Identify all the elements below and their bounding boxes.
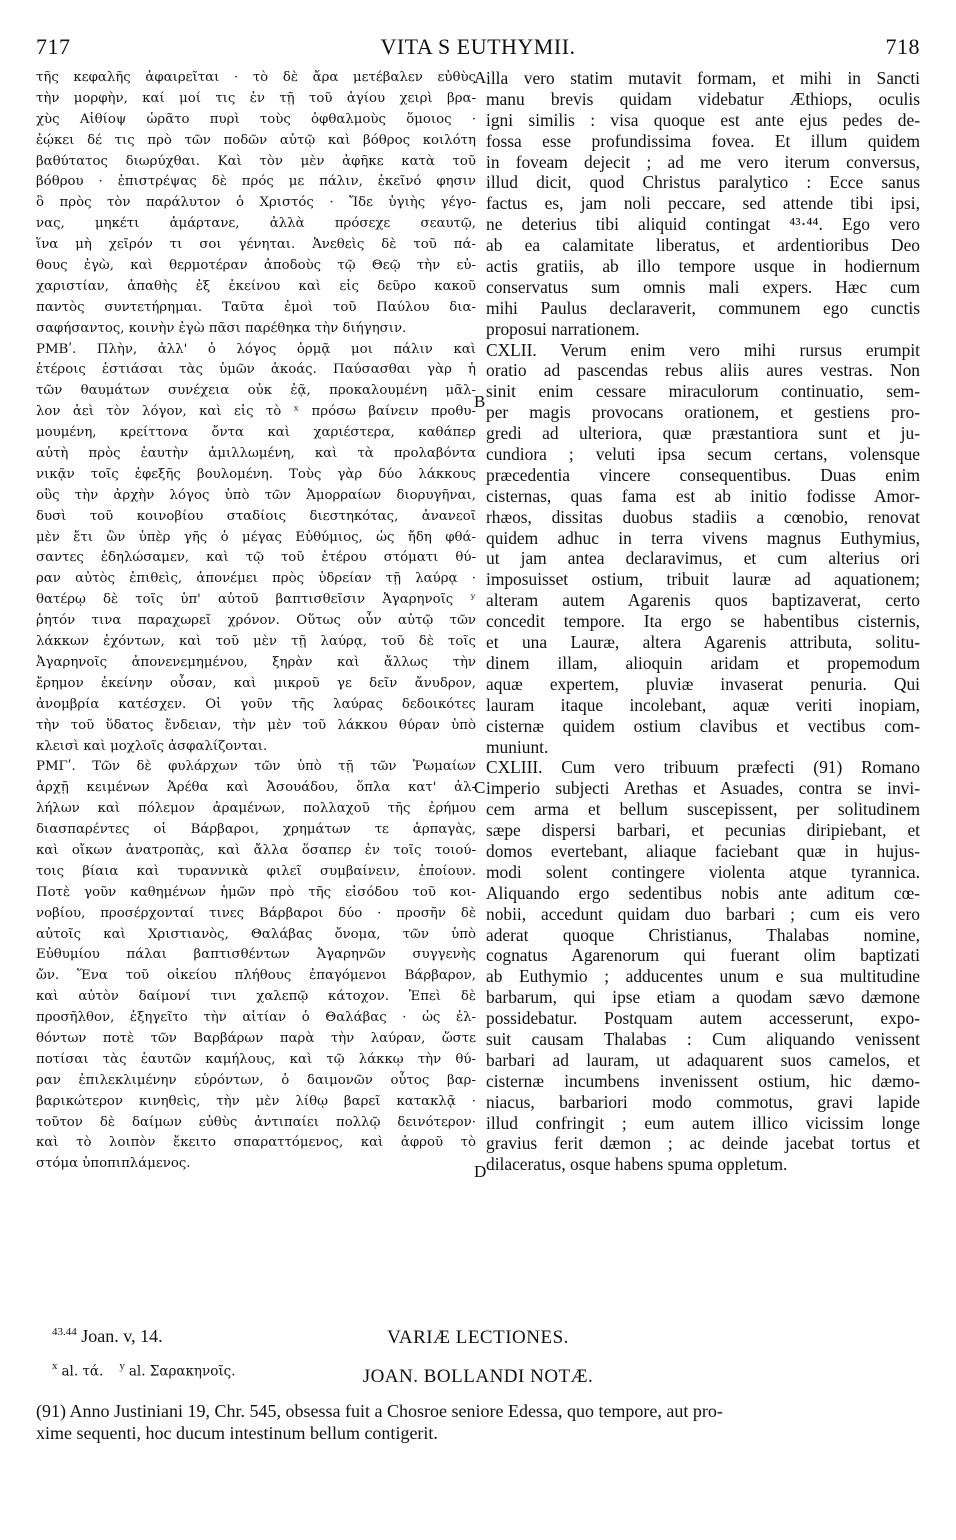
text-line: κλεισὶ καὶ μοχλοῖς ἀσφαλίζονται. <box>36 738 268 754</box>
text-line: domos evertebant, aliaque faciebant quæ in hujus- <box>486 840 920 861</box>
bollandi-notae-heading: JOAN. BOLLANDI NOTÆ. <box>362 1366 594 1387</box>
text-line: παντὸς συντετήρημαι. Ταῦτα ἐμοὶ τοῦ Παύλου δια- <box>36 299 476 315</box>
text-line: suit causam Thalabas : Cum aliquando venissent <box>486 1028 920 1049</box>
text-line: factus es, jam noli peccare, sed attende tibi ipsi, <box>486 193 920 214</box>
text-line: βαθύτατος διωρύχθαι. Καὶ τὸν μὲν ἀφῆκε κατὰ τοῦ <box>36 153 476 169</box>
text-line: cisternæ incumbens invenissent ostium, hic dæmo- <box>486 1070 920 1091</box>
text-line: CXLII. Verum enim vero mihi rursus erumpit <box>486 339 920 360</box>
text-line: rhæos, dissitas duobus stadiis a cœnobio, renovat <box>486 506 920 527</box>
text-line: ῥητόν τινα παραχωρεῖ χρόνον. Οὕτως οὖν αὐτῷ τῶν <box>36 613 476 629</box>
text-line: oratio ad pascendas rebus aliis aures vestras. Non <box>486 360 920 381</box>
text-line: στόμα ὑποπιπλάμενος. <box>36 1156 191 1172</box>
text-line: τοῦτον δὲ δαίμων εὐθὺς ἀντιπαίει πολλῷ δεινότερον· <box>36 1114 476 1130</box>
text-line: τῶν θαυμάτων συνέχεια οὐκ ἐᾷ, προκαλουμένη μᾶλ- <box>36 383 476 399</box>
text-line: ποτίσαι τὰς ἑαυτῶν καμήλους, καὶ τῷ λάκκῳ τὴν θύ- <box>36 1051 476 1067</box>
text-line: CXLIII. Cum vero tribuum præfecti (91) Romano <box>486 757 920 778</box>
text-line: modi solent contingere violenta atque tyrannica. <box>486 861 920 882</box>
text-line: λήλων καὶ πόλεμον ἀραμένων, πολλαχοῦ τῆς ἐρήμου <box>36 801 476 817</box>
text-line: cem arma et bellum suscepissent, per solitudinem <box>486 799 920 820</box>
margin-marker-d: D <box>474 1162 487 1181</box>
text-line: dinem illam, alioquin aridam et propemodum <box>486 652 920 673</box>
text-line: ΡΜΓʹ. Τῶν δὲ φυλάρχων τῶν ὑπὸ τῇ τῶν Ῥωμαίων <box>36 759 476 775</box>
variant-mark-y: y <box>119 1360 125 1372</box>
text-line: καὶ αὐτὸν δαίμονί τινι χαλεπῷ κάτοχον. Ἐπεὶ δὲ <box>36 989 476 1005</box>
text-line: dilaceratus, osque habens spuma oppletum. <box>486 1154 788 1175</box>
text-line: σαντες ἐδηλώσαμεν, καὶ τῷ τοῦ ἑτέρου στόματι θύ- <box>36 550 476 566</box>
text-line: quidem adhuc in terra vivens magnus Euthymius, <box>486 527 920 548</box>
editor-note <box>36 1400 920 1444</box>
text-line: ὃ πρὸς τὸν παράλυτον ὁ Χριστός · Ἴδε ὑγιὴς γέγο- <box>36 195 476 211</box>
text-line: sæpe dispersi barbari, et pecunias diripiebant, et <box>486 820 920 841</box>
text-line: τῆς κεφαλῆς ἀφαιρεῖται · τὸ δὲ ἄρα μετέβαλεν εὐθὺς <box>36 70 476 85</box>
text-line: αὐτοῖς καὶ Χριστιανὸς, Θαλάβας ὄνομα, τῶν ὑπὸ <box>36 926 476 942</box>
latin-column <box>486 68 920 1175</box>
variant-text-x: al. τά. <box>61 1363 104 1380</box>
editor-note-line: xime sequenti, hoc ducum intestinum bellum contigerit. <box>36 1423 438 1443</box>
margin-marker-c: C <box>474 778 486 797</box>
text-line: οὓς τὴν ἀρχὴν λόγος ὑπὸ τῶν Ἀμορραίων διορυγῆναι, <box>36 487 476 503</box>
text-line: σαφήσαντος, κοινὴν ἐγὼ πᾶσι παρέθηκα τὴν διήγησιν. <box>36 320 407 336</box>
text-line: mihi Paulus declaraverit, communem ego cunctis <box>486 297 920 318</box>
text-line: barbari ad lauram, ut adaquarent suos camelos, et <box>486 1049 920 1070</box>
text-line: Ἀγαρηνοῖς ἀπονενεμημένου, ξηρὰν καὶ ἄλλως τὴν <box>36 654 476 670</box>
text-line: fossa esse profundissima fovea. Et illum quidem <box>486 130 920 151</box>
text-line: ἔρημον ἐκείνην οὖσαν, καὶ μικροῦ γε δεῖν ἄνυδρον, <box>36 675 476 691</box>
text-line: gredi ad ulteriora, quæ præstantiora sunt et ju- <box>486 423 920 444</box>
text-line: μουμένη, κρείττονα ὄντα καὶ χαριέστερα, καθάπερ <box>36 425 476 441</box>
text-line: ἐῴκει δέ τις πρὸ τῶν ποδῶν αὐτῷ καὶ βόθρος κοιλότη <box>36 132 476 148</box>
text-line: ραν αὐτὸς ἐπιθεὶς, ἀπονέμει πρὸς ὑδρείαν τῇ λαύρᾳ · <box>36 571 476 587</box>
text-line: aderat quoque Christianus, Thalabas nomine, <box>486 924 920 945</box>
text-line: in foveam dejecit ; ad me vero iterum conversus, <box>486 151 920 172</box>
text-line: niacus, barbariori modo commotus, gravi lapide <box>486 1091 920 1112</box>
text-line: τοις βίαια καὶ τυραννικὰ φιλεῖ συμβαίνειν, ἐποίουν. <box>36 863 476 879</box>
text-line: βόθρου · ἐπιστρέψας δὲ πρός με πάλιν, ἐκεῖνό φησιν <box>36 174 476 190</box>
footnote-ref: 43.44 <box>52 1326 77 1338</box>
variae-lectiones-heading: VARIÆ LECTIONES. <box>387 1327 569 1348</box>
text-line: θόντων ποτὲ τῶν Βαρβάρων παρὰ τὴν λαύραν, ὥστε <box>36 1030 476 1046</box>
greek-column <box>36 68 476 1175</box>
text-line: δυσὶ τοῦ κοινοβίου σταδίοις διεστηκότας, ἀνανεοῖ <box>36 508 476 524</box>
text-line: sinit enim cessare miraculorum continuatio, sem- <box>486 381 920 402</box>
margin-marker-b: B <box>474 392 486 411</box>
text-line: ἀνομβρία κατέσχεν. Οἱ γοῦν τῆς λαύρας δεδοικότες <box>36 696 476 712</box>
text-line: nobii, accedunt quidam duo barbari ; cum eis vero <box>486 903 920 924</box>
text-line: actis gratiis, ab illo tempore usque in hodiernum <box>486 256 920 277</box>
text-line: ἑτέροις ἑστιάσαι τὰς ὑμῶν ἀκοάς. Παύσασθαι γὰρ ἡ <box>36 362 476 378</box>
text-line: per magis provocans orationem, et gestiens pro- <box>486 402 920 423</box>
text-line: imperio subjecti Arethas et Asuades, contra se invi- <box>486 778 920 799</box>
text-line: proposui narrationem. <box>486 318 640 339</box>
text-line: cisternas, quas fama est ab initio fodisse Amor- <box>486 485 920 506</box>
text-line: igni similis : visa quoque est ante ejus pedes de- <box>486 109 920 130</box>
text-line: possidebatur. Postquam autem accesserunt, expo- <box>486 1008 920 1029</box>
text-line: manu brevis quidam videbatur Æthiops, oculis <box>486 88 920 109</box>
text-line: βαρικώτερον κινηθεὶς, τὴν μὲν λίθῳ βαρεῖ κατακλᾷ · <box>36 1093 476 1109</box>
text-line: ab Euthymio ; adducentes unum e sua multitudine <box>486 966 920 987</box>
footnote-text: Joan. v, 14. <box>81 1326 163 1346</box>
text-line: Εὐθυμίου πάλαι βαπτισθέντων Ἀγαρηνῶν συγγενὴς <box>36 947 476 963</box>
text-line: Ποτὲ γοῦν καθημένων ἡμῶν πρὸ τῆς εἰσόδου τοῦ κοι- <box>36 884 476 900</box>
text-line: προσῆλθον, ἐξηγεῖτο τὴν αἰτίαν ὁ Θαλάβας · ὡς ἐλ- <box>36 1010 476 1026</box>
text-line: αὐτὴ πρὸς ἑαυτὴν ἁμιλλωμένη, καὶ τὰ προλαβόντα <box>36 446 476 462</box>
text-line: ne deterius tibi aliquid contingat ⁴³·⁴⁴. Ego vero <box>486 214 920 235</box>
page-number-right: 718 <box>885 34 920 59</box>
text-line: τὴν μορφὴν, καί μοί τις ἐν τῇ τοῦ ἁγίου χειρὶ βρα- <box>36 90 476 106</box>
text-line: νας, μηκέτι ἁμάρτανε, ἀλλὰ πρόσεχε σεαυτῷ, <box>36 216 476 232</box>
text-line: cognatus Agarenorum qui fuerant olim baptizati <box>486 945 920 966</box>
text-line: θατέρῳ δὲ τοῖς ὑπ' αὐτοῦ βαπτισθεῖσιν Ἀγαρηνοῖς ʸ <box>36 592 476 608</box>
text-line: illud dicit, quod Christus paralytico : Ecce sanus <box>486 172 920 193</box>
editor-note-line: (91) Anno Justiniani 19, Chr. 545, obsessa fuit a Chosroe seniore Edessa, quo tempore, aut pro- <box>36 1401 723 1421</box>
text-line: χαριστίαν, ἀπαθὴς ἐξ ἐκείνου καὶ εἰς δεῦρο κακοῦ <box>36 278 476 294</box>
variant-mark-x: x <box>52 1360 58 1372</box>
margin-marker-a: A <box>474 68 487 87</box>
running-title: VITA S EUTHYMII. <box>380 34 576 59</box>
text-line: νικᾷν τοῖς ἐφεξῆς βουλομένη. Τοὺς γὰρ δύο λάκκους <box>36 466 476 482</box>
text-line: gravius ferit dæmon ; ac deinde jacebat tortus et <box>486 1133 920 1154</box>
text-line: cisternæ quidem ostium clavibus et vectibus com- <box>486 715 920 736</box>
variant-text-y: al. Σαρακηνοῖς. <box>128 1363 236 1380</box>
text-line: imposuisset ostium, tribuit lauræ ad aquationem; <box>486 569 920 590</box>
text-line: διασπαρέντες οἱ Βάρβαροι, χρημάτων τε ἁρπαγὰς, <box>36 822 476 838</box>
text-line: ὤν. Ἕνα τοῦ οἰκείου πλήθους ἐπαγόμενοι Βάρβαρον, <box>36 968 476 984</box>
text-line: muniunt. <box>486 736 549 757</box>
page-number-left: 717 <box>36 34 71 59</box>
text-line: aquæ expertem, pluviæ invaserat penuria. Qui <box>486 673 920 694</box>
text-line: νοβίου, προσέρχονταί τινες Βάρβαροι δύο · προσῆν δὲ <box>36 905 476 921</box>
text-line: lauram itaque incolebant, aquæ veriti inopiam, <box>486 694 920 715</box>
text-line: ραν ἐπιλεκλιμένην εὑρόντων, ὁ δαιμονῶν οὗτος βαρ- <box>36 1072 476 1088</box>
text-line: barbarum, qui ipse etiam a quodam sævo dæmone <box>486 987 920 1008</box>
text-line: ut jam antea declaravimus, et cum alterius ori <box>486 548 920 569</box>
text-line: concedit tempore. Ita ergo se habentibus cisternis, <box>486 611 920 632</box>
text-line: Aliquando ergo sedentibus nobis ante aditum cœ- <box>486 882 920 903</box>
text-line: λάκκων ἐχόντων, καὶ τοῦ μὲν τῇ λαύρᾳ, τοῦ δὲ τοῖς <box>36 634 476 650</box>
text-line: conservatus sum omnis mali expers. Hæc cum <box>486 276 920 297</box>
text-line: ἀρχῇ κειμένων Ἀρέθα καὶ Ἀσουάδου, ὅπλα κατ' ἀλ- <box>36 780 476 796</box>
text-line: θους ἐγὼ, καὶ θερμοτέραν ἀποδοὺς τῷ Θεῷ τὴν εὐ- <box>36 258 476 274</box>
text-line: μὲν ἔτι ὢν ὑπὲρ γῆς ὁ μέγας Εὐθύμιος, ὡς ἤδη φθά- <box>36 529 476 545</box>
text-line: καὶ οἴκων ἀνατροπὰς, καὶ ἄλλα ὅσαπερ ἐν τοῖς τοιού- <box>36 842 476 858</box>
page-header <box>36 34 920 64</box>
text-line: χὺς Αἰθίοψ ὡρᾶτο πυρὶ τοὺς ὀφθαλμοὺς ὅμοιος · <box>36 111 476 127</box>
text-line: alteram autem Agarenis quos baptizaverat, certo <box>486 590 920 611</box>
text-line: ΡΜΒʹ. Πλὴν, ἀλλ' ὁ λόγος ὁρμᾷ μοι πάλιν καὶ <box>36 341 476 357</box>
text-line: præcedentia vincere consequentibus. Duas enim <box>486 464 920 485</box>
text-line: illa vero statim mutavit formam, et mihi in Sancti <box>486 68 920 88</box>
text-line: et una Lauræ, altera Agarenis attributa, solitu- <box>486 632 920 653</box>
text-line: καὶ τὸ λοιπὸν ἔκειτο σπαραττόμενος, καὶ ἀφροῦ τὸ <box>36 1135 476 1151</box>
text-line: ab ea calamitate liberatus, et ardentioribus Deo <box>486 235 920 256</box>
text-line: cundiora ; veluti ipsa secum certans, volensque <box>486 444 920 465</box>
text-line: λον ἀεὶ τὸν λόγον, καὶ εἰς τὸ ˣ πρόσω βαίνειν προθυ- <box>36 404 476 420</box>
text-line: illud confringit ; eum autem illico vicissim longe <box>486 1112 920 1133</box>
text-line: τὴν τοῦ ὕδατος ἔνδειαν, τὴν μὲν τοῦ λάκκου θύραν ὑπὸ <box>36 717 476 733</box>
text-line: ἵνα μὴ χεῖρόν τι σοι γένηται. Ἀνεθεὶς δὲ τοῦ πά- <box>36 237 476 253</box>
